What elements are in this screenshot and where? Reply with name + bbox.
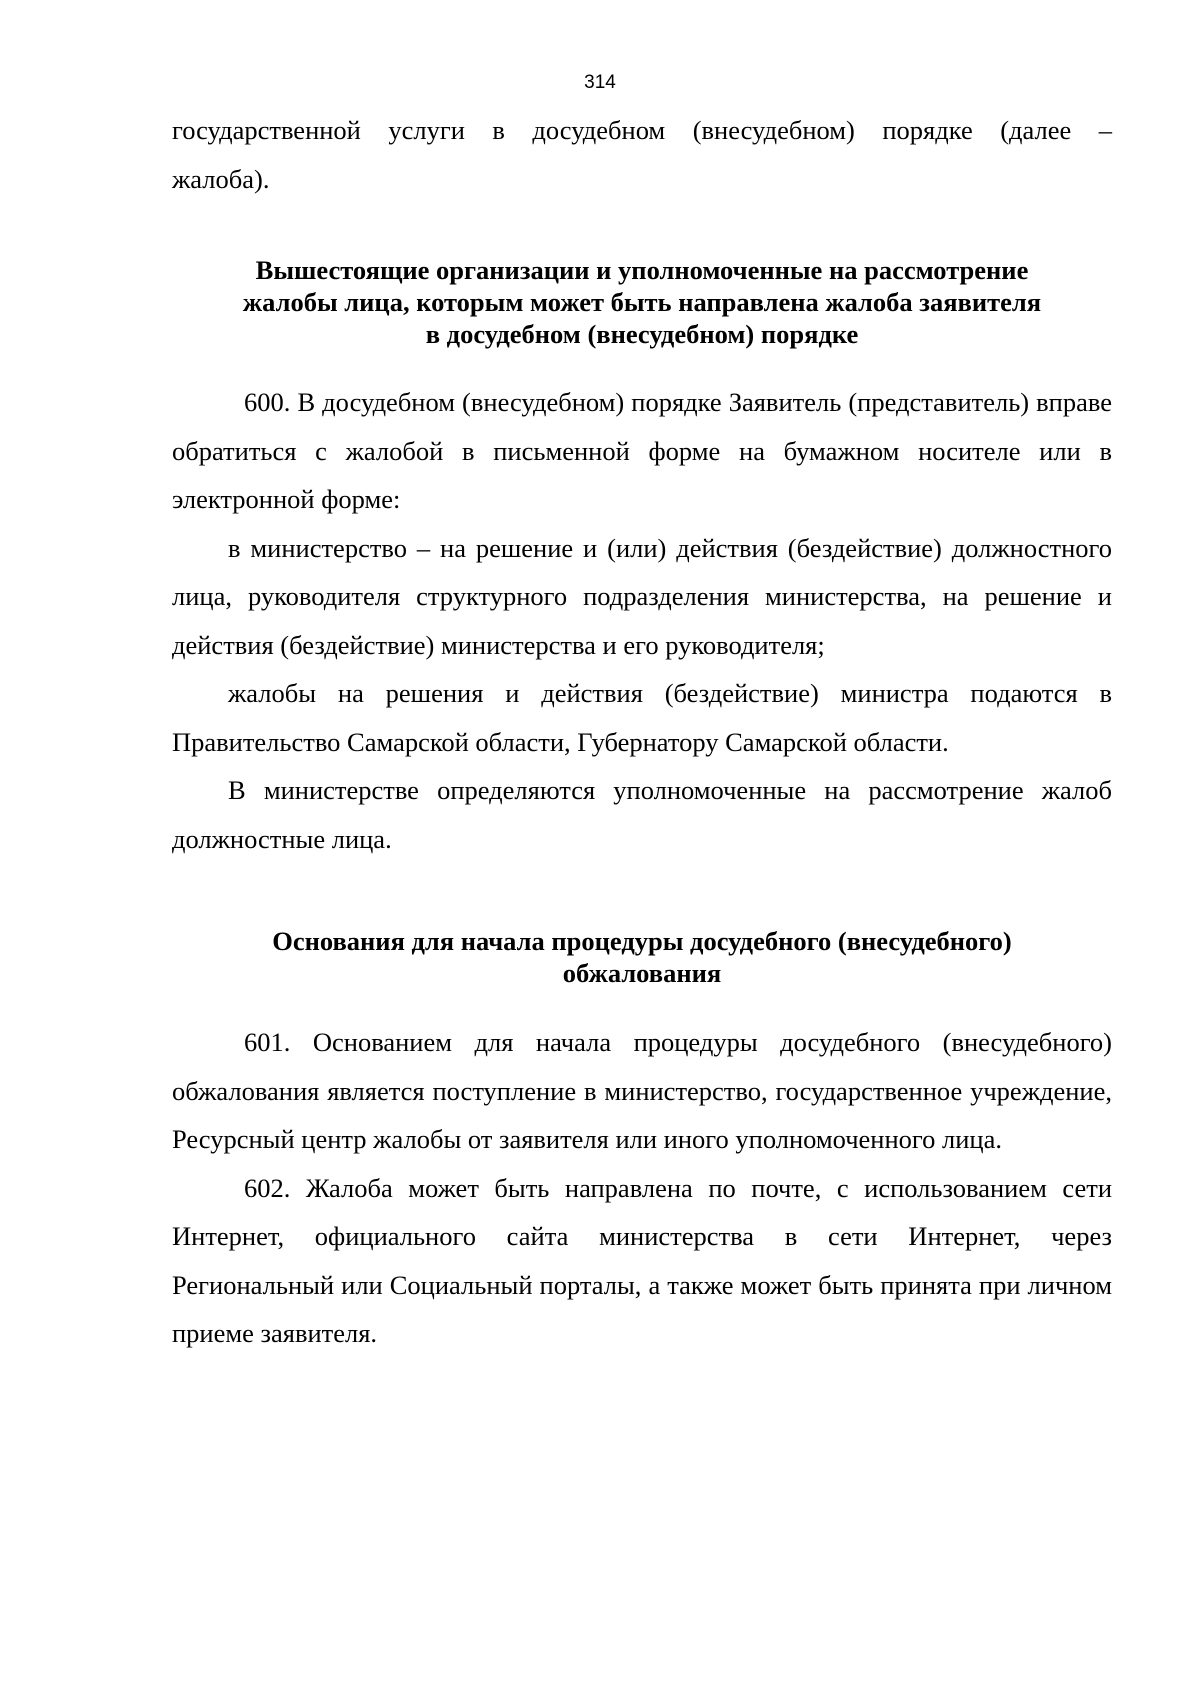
paragraph-ministry: в министерство – на решение и (или) действия (бездействие) должностного лица, руководителя структурного подразделения министерства, на решение и действия (бездействие) министерства и его руководителя;	[172, 532, 1112, 660]
section-heading-1-line-3: в досудебном (внесудебном) порядке	[425, 319, 859, 349]
section-heading-1-line-1: Вышестоящие организации и уполномоченные на рассмотрение	[255, 255, 1029, 285]
page-number: 314	[584, 72, 616, 93]
paragraph-602: 602. Жалоба может быть направлена по почте, с использованием сети Интернет, официального сайта министерства в сети Интернет, через Региональный или Социальный порталы, а также может быть принята при личном приеме заявителя.	[172, 1172, 1112, 1348]
paragraph-authorized-officials: В министерстве определяются уполномоченные на рассмотрение жалоб должностные лица.	[172, 775, 1112, 854]
paragraph-600: 600. В досудебном (внесудебном) порядке Заявитель (представитель) вправе обратиться с жалобой в письменной форме на бумажном носителе или в электронной форме:	[172, 387, 1112, 514]
intro-line-2: жалоба).	[172, 163, 270, 194]
section-2-body	[172, 1018, 1112, 1358]
section-heading-1	[172, 254, 1112, 350]
section-heading-2-line-2: обжалования	[562, 958, 722, 988]
paragraph-minister-complaints: жалобы на решения и действия (бездействие) министра подаются в Правительство Самарской области, Губернатору Самарской области.	[172, 678, 1112, 757]
section-1-body	[172, 378, 1112, 863]
paragraph-601: 601. Основанием для начала процедуры досудебного (внесудебного) обжалования является поступление в министерство, государственное учреждение, Ресурсный центр жалобы от заявителя или иного уполномоченного лица.	[172, 1027, 1112, 1154]
intro-text	[172, 106, 1112, 203]
section-heading-2	[172, 925, 1112, 989]
section-heading-2-line-1: Основания для начала процедуры досудебного (внесудебного)	[272, 926, 1012, 956]
section-heading-1-line-2: жалобы лица, которым может быть направлена жалоба заявителя	[242, 287, 1042, 317]
intro-line-1: государственной услуги в досудебном (внесудебном) порядке (далее –	[172, 115, 1112, 145]
